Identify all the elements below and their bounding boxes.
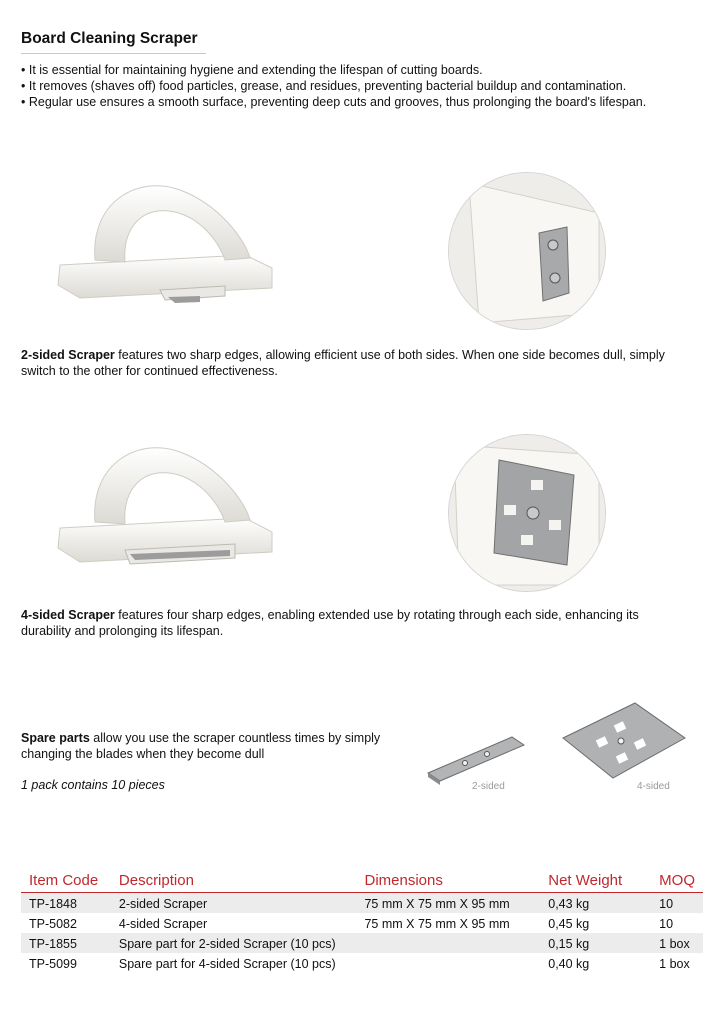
cell-item-code: TP-1848 (21, 893, 111, 914)
bullet-item: • It removes (shaves off) food particles, grease, and residues, preventing bacterial buildup and contamination. (21, 79, 627, 93)
table-row (21, 953, 703, 973)
table-row (21, 913, 703, 933)
cell-net-weight: 0,15 kg (540, 933, 651, 953)
four-sided-caption: 4-sided (637, 781, 670, 792)
two-sided-text: features two sharp edges, allowing efficient use of both sides. When one side becomes dull, simply switch to the other for continued effectiveness. (21, 348, 665, 378)
cell-description: Spare part for 2-sided Scraper (10 pcs) (111, 933, 357, 953)
bullet-item: • It is essential for maintaining hygiene and extending the lifespan of cutting boards. (21, 63, 483, 77)
page-title: Board Cleaning Scraper (21, 30, 206, 54)
cell-dimensions: 75 mm X 75 mm X 95 mm (364, 916, 510, 931)
product-table (21, 870, 703, 973)
cell-net-weight: 0,40 kg (548, 956, 590, 971)
cell-item-code: TP-1855 (21, 933, 111, 953)
col-description: Description (111, 870, 357, 893)
cell-description: 4-sided Scraper (118, 916, 208, 931)
table-row (21, 893, 703, 914)
cell-moq: 1 box (651, 933, 703, 953)
bullet-item: • Regular use ensures a smooth surface, preventing deep cuts and grooves, thus prolonging the board's lifespan. (21, 95, 647, 109)
four-sided-text: features four sharp edges, enabling extended use by rotating through each side, enhancing its durability and prolonging its lifespan. (21, 608, 639, 638)
col-moq: MOQ (651, 870, 703, 893)
cell-net-weight: 0,45 kg (548, 916, 590, 931)
two-sided-detail-image (448, 172, 606, 330)
cell-moq: 10 (651, 893, 703, 914)
spare-parts-label: Spare parts (21, 731, 90, 745)
cell-dimensions (356, 953, 540, 973)
two-sided-blade-image (420, 725, 530, 785)
cell-item-code: TP-5082 (29, 916, 77, 931)
two-sided-description (21, 347, 691, 379)
two-sided-caption: 2-sided (472, 781, 505, 792)
spare-parts-text: allow you use the scraper countless times by simply changing the blades when they become dull (21, 731, 381, 761)
cell-item-code: TP-5099 (29, 956, 77, 971)
two-sided-label: 2-sided Scraper (21, 348, 115, 362)
four-sided-blade-image (555, 698, 690, 786)
cell-description: 2-sided Scraper (111, 893, 357, 914)
four-sided-detail-image (448, 434, 606, 592)
cell-net-weight: 0,43 kg (540, 893, 651, 914)
two-sided-scraper-image (50, 180, 280, 310)
cell-moq: 1 box (659, 956, 690, 971)
col-dimensions: Dimensions (356, 870, 540, 893)
cell-dimensions: 75 mm X 75 mm X 95 mm (356, 893, 540, 914)
cell-description: Spare part for 4-sided Scraper (10 pcs) (118, 956, 336, 971)
spare-parts-description (21, 730, 381, 762)
col-item-code: Item Code (21, 870, 111, 893)
intro-bullets (21, 62, 681, 110)
four-sided-label: 4-sided Scraper (21, 608, 115, 622)
cell-dimensions (356, 933, 540, 953)
four-sided-description (21, 607, 691, 639)
cell-moq: 10 (659, 916, 674, 931)
pack-info: 1 pack contains 10 pieces (21, 778, 165, 792)
table-header-row (21, 870, 703, 893)
col-net-weight: Net Weight (540, 870, 651, 893)
four-sided-scraper-image (50, 440, 280, 575)
table-row (21, 933, 703, 953)
